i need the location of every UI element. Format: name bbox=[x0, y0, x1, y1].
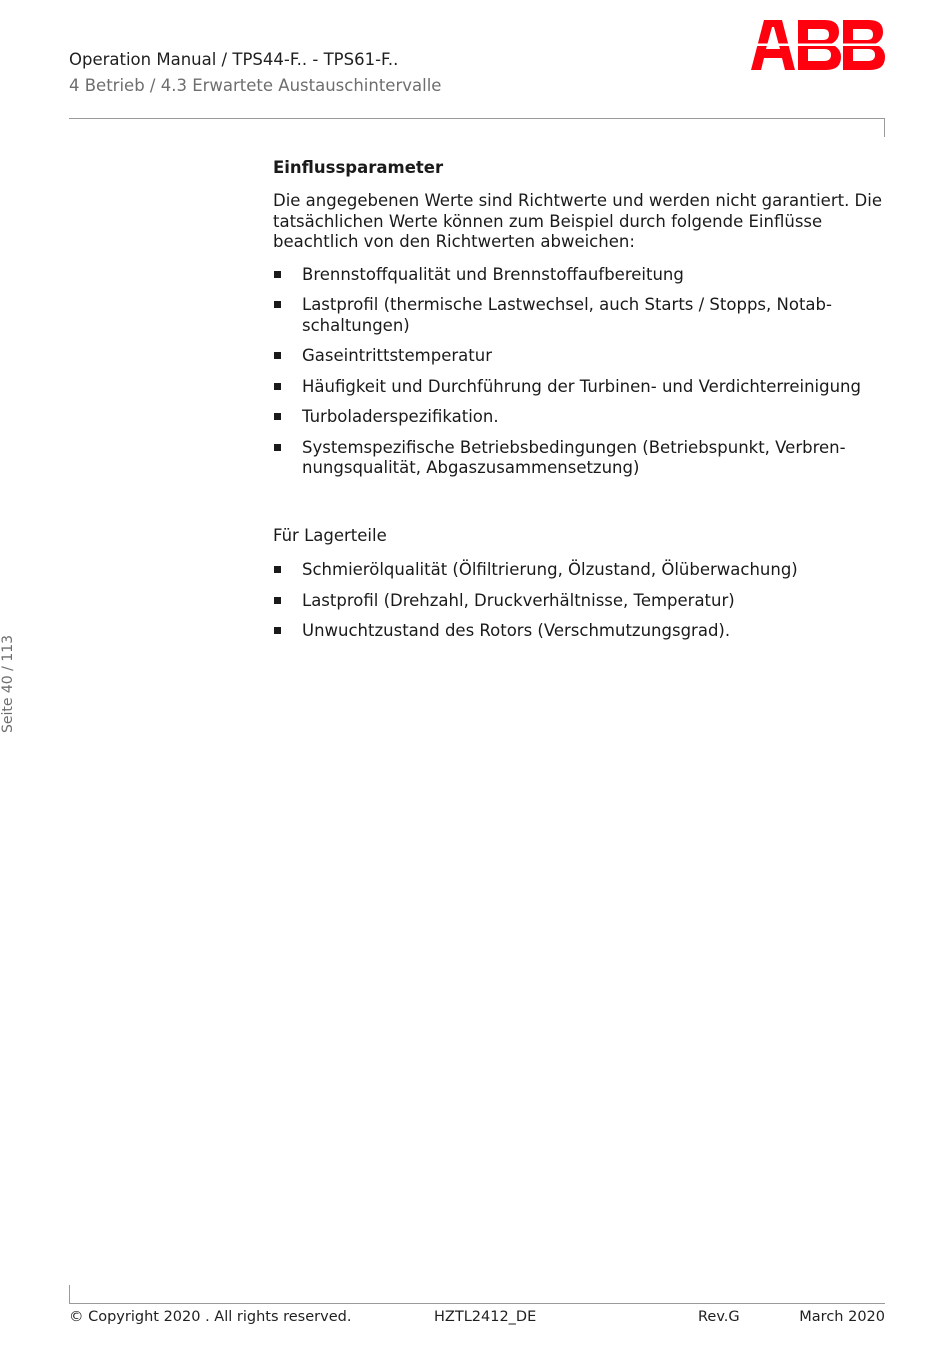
list-item: Lastprofil (thermische Lastwechsel, auch Starts / Stopps, Notabschaltungen) bbox=[273, 295, 885, 336]
list-item: Turboladerspezifikation. bbox=[273, 407, 885, 428]
section-heading: Einflussparameter bbox=[273, 158, 444, 177]
list-item: Gaseintrittstemperatur bbox=[273, 346, 885, 367]
bullet-icon bbox=[274, 413, 281, 420]
page-number: Seite 40 / 113 bbox=[0, 634, 16, 734]
bullet-icon bbox=[274, 444, 281, 451]
main-content bbox=[273, 157, 885, 652]
list-item: Brennstoffqualität und Brennstoffaufbereitung bbox=[273, 265, 885, 286]
bearing-list bbox=[273, 560, 885, 642]
list-item: Lastprofil (Drehzahl, Druckverhältnisse, Temperatur) bbox=[273, 591, 885, 612]
bullet-icon bbox=[274, 383, 281, 390]
bearing-subheading: Für Lagerteile bbox=[273, 525, 387, 545]
document-id: HZTL2412_DE bbox=[434, 1309, 537, 1325]
list-item: Systemspezifische Betriebsbedingungen (Betriebspunkt, Verbrennungsqualität, Abgaszusammensetzung) bbox=[273, 438, 885, 479]
header-divider-tick bbox=[884, 118, 885, 137]
footer-divider bbox=[69, 1303, 885, 1304]
bullet-icon bbox=[274, 627, 281, 634]
publication-date: March 2020 bbox=[799, 1309, 885, 1325]
bullet-icon bbox=[274, 566, 281, 573]
document-title: Operation Manual / TPS44-F.. - TPS61-F.. bbox=[69, 50, 399, 69]
list-item: Häufigkeit und Durchführung der Turbinen- und Verdichterreinigung bbox=[273, 377, 885, 398]
list-item: Schmierölqualität (Ölfiltrierung, Ölzustand, Ölüberwachung) bbox=[273, 560, 885, 581]
list-item: Unwuchtzustand des Rotors (Verschmutzungsgrad). bbox=[273, 621, 885, 642]
abb-logo bbox=[751, 20, 885, 70]
influence-list bbox=[273, 265, 885, 479]
revision: Rev.G bbox=[698, 1309, 740, 1325]
bullet-icon bbox=[274, 597, 281, 604]
header-divider bbox=[69, 118, 885, 119]
copyright-text: © Copyright 2020 . All rights reserved. bbox=[69, 1309, 352, 1325]
intro-paragraph: Die angegebenen Werte sind Richtwerte und werden nicht garantiert. Die tatsächlichen Werte können zum Beispiel durch folgende Einflüsse beachtlich von den Richtwerten abweichen: bbox=[273, 191, 883, 251]
bullet-icon bbox=[274, 352, 281, 359]
bullet-icon bbox=[274, 271, 281, 278]
bullet-icon bbox=[274, 301, 281, 308]
footer-divider-tick bbox=[69, 1285, 70, 1304]
breadcrumb: 4 Betrieb / 4.3 Erwartete Austauschintervalle bbox=[69, 76, 442, 95]
